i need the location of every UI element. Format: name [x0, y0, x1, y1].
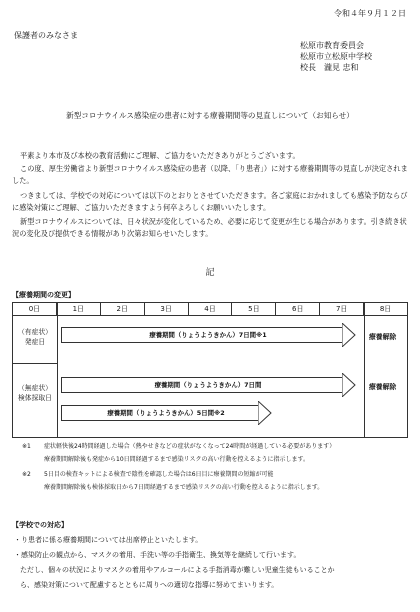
ki-heading: 記: [205, 268, 215, 278]
day-header: 0日: [13, 303, 57, 315]
day-header: 6日: [276, 303, 320, 315]
day-header: 7日: [320, 303, 364, 315]
sender-org1: 松原市教育委員会: [300, 41, 364, 50]
row1-label-bottom: 発症日: [24, 338, 46, 346]
row1-label-top: （有症状）: [18, 328, 52, 336]
body-paragraph-3: つきましては、学校での対応については以下のとおりとさせていただきます。各ご家庭におかれましても感染予防ならびに感染対策にご理解、ご協力いただきますよう何卒よろしくお願いいたします。: [12, 191, 408, 212]
row1-label: [15, 327, 55, 347]
body-paragraph-4: 新型コロナウイルスについては、日々状況が変化しているため、必要に応じて変更が生じる場合があります。引き続き状況の変化及び提供できる情報があり次第お知らせいたします。: [12, 217, 407, 238]
day-header: 4日: [189, 303, 233, 315]
body-paragraph-1: 平素より本市及び本校の教育活動にご理解、ご協力をいただきありがとうございます。: [20, 151, 300, 160]
school-line-4: ら、感染対策について配慮するとともに周りへの適切な指導に努めてまいります。: [20, 581, 279, 589]
row2-label-bottom: 検体採取日: [18, 394, 52, 402]
school-line-1: ・り患者に係る療養期間については出席停止といたします。: [14, 536, 203, 544]
section-heading-schedule: 【療養期間の変更】: [12, 291, 75, 299]
recipient: 保護者のみなさま: [14, 31, 78, 40]
release-label-row2: 療養解除: [369, 383, 397, 391]
column-divider: [364, 303, 365, 437]
column-divider: [57, 303, 58, 437]
note2-mark: ※2: [22, 471, 31, 478]
school-line-3: ただし、個々の状況によりマスクの着用やアルコールによる手指消毒が難しい児童生徒もいることか: [20, 566, 335, 574]
row2-label-top: （無症状）: [18, 384, 52, 392]
day-header: 5日: [232, 303, 276, 315]
note1-mark: ※1: [22, 443, 31, 450]
release-label-row1: 療養解除: [369, 333, 397, 341]
arrow-label: 療養期間（りょうようきかん）7日間: [154, 381, 262, 389]
day-header: 8日: [379, 305, 392, 313]
note2-text-b: 療養期間解除後も検体採取日から7日間経過するまで感染リスクの高い行動を控えるように指示します。: [44, 484, 324, 491]
arrow-label: 療養期間（りょうようきかん）7日間※1: [149, 331, 267, 339]
note1-text-a: 症状軽快後24時間経過した場合（熱やせきなどの症状がなくなって24時間が経過している必要があります）: [44, 443, 336, 450]
period-arrow-7days-asymptomatic: [61, 377, 355, 393]
day-header: 3日: [145, 303, 189, 315]
section-heading-school: 【学校での対応】: [12, 521, 68, 529]
schedule-table: [12, 302, 408, 438]
period-arrow-5days: [61, 405, 271, 421]
arrow-label: 療養期間（りょうようきかん）5日間※2: [107, 409, 225, 417]
body-paragraph-2: この度、厚生労働省より新型コロナウイルス感染症の患者（以降、「り患者」）に対する療養期間等の見直しが決定されました。: [12, 164, 408, 185]
row-divider: [13, 363, 57, 364]
day-header: 1日: [57, 303, 101, 315]
day-header: 2日: [101, 303, 145, 315]
sender-org2: 松原市立松原中学校: [300, 52, 372, 61]
page-title: 新型コロナウイルス感染症の患者に対する療養期間等の見直しについて（お知らせ）: [66, 111, 354, 120]
document-date: 令和４年９月１２日: [334, 9, 406, 18]
period-arrow-7days-symptomatic: [61, 327, 355, 343]
note1-text-b: 療養期間解除後も発症から10日間経過するまで感染リスクの高い行動を控えるように指示します。: [44, 456, 310, 463]
school-line-2: ・感染防止の観点から、マスクの着用、手洗い等の手指衛生、換気等を継続して行います。: [14, 551, 301, 559]
row2-label: [15, 383, 55, 403]
sender-principal: 校長 瀧見 忠和: [300, 63, 359, 72]
note2-text-a: 5日目の検査キットによる検査で陰性を確認した場合は6日目に療養期間の短縮が可能: [44, 471, 274, 478]
schedule-header: [13, 303, 407, 316]
